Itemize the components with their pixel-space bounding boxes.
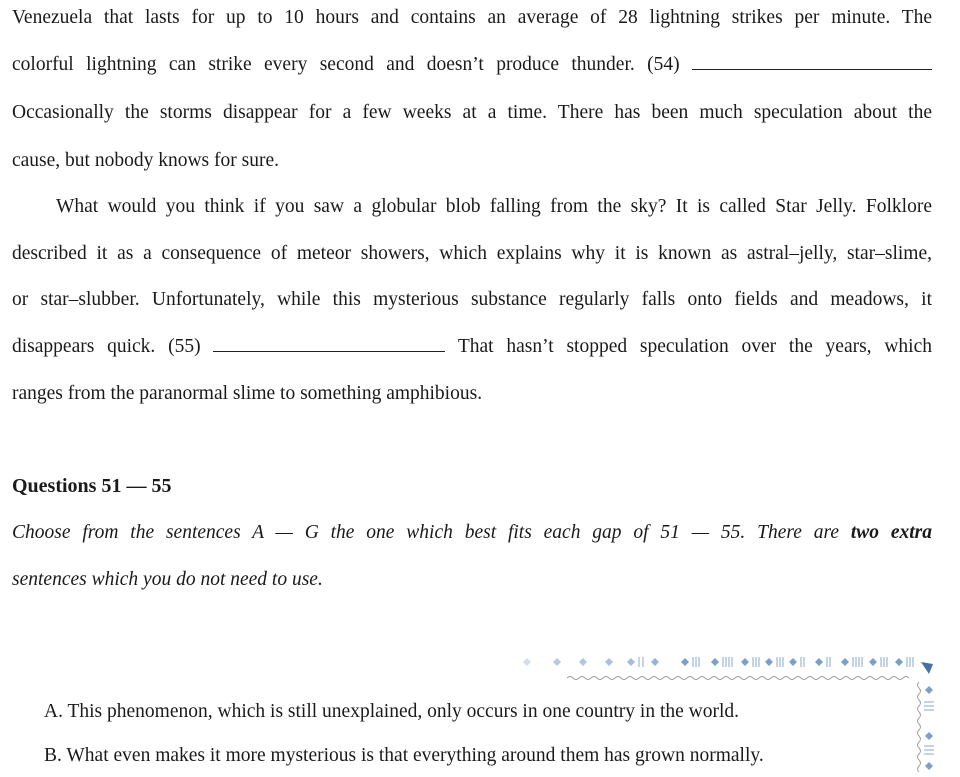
passage-line-text: colorful lightning can strike every second and doesn’t produce thunder.	[12, 54, 635, 75]
questions-heading: Questions 51 — 55	[12, 475, 172, 497]
instruction-text: Choose from the sentences A — G the one which best fits each gap of 51 — 55. There are	[12, 522, 839, 543]
passage-line: cause, but nobody knows for sure.	[12, 150, 279, 171]
passage-line: Occasionally the storms disappear for a few weeks at a time. There has been much speculation about the	[12, 102, 932, 123]
answer-blank-54[interactable]	[692, 55, 932, 70]
answer-blank-55[interactable]	[213, 337, 445, 352]
passage-line-text: disappears quick.	[12, 336, 156, 357]
side-diamonds	[925, 686, 933, 770]
passage-line: or star–slubber. Unfortunately, while this mysterious substance regularly falls onto fields and meadows, it	[12, 289, 932, 310]
passage-line-text: That hasn’t stopped speculation over the years, which	[457, 336, 932, 357]
passage-line-gap-54	[12, 52, 932, 78]
option-b: B. What even makes it more mysterious is that everything around them has grown normally.	[44, 745, 764, 766]
side-ticks	[924, 702, 934, 754]
passage-line-gap-55	[12, 334, 932, 360]
passage-line: What would you think if you saw a globular blob falling from the sky? It is called Star Jelly. Folklore	[56, 196, 932, 217]
option-a: A. This phenomenon, which is still unexplained, only occurs in one country in the world.	[44, 701, 740, 722]
passage-line: described it as a consequence of meteor showers, which explains why it is known as astral–jelly, star–slime,	[12, 243, 932, 264]
gap-label-54: (54)	[647, 54, 680, 75]
corner-arrow	[921, 662, 933, 674]
wavy-line	[567, 677, 909, 680]
instruction-line	[12, 520, 932, 546]
side-wavy-line	[918, 682, 921, 772]
instruction-emphasis: two extra	[850, 522, 933, 543]
instruction-line: sentences which you do not need to use.	[12, 569, 323, 590]
diamond-dots	[523, 658, 903, 666]
gap-label-55: (55)	[168, 336, 201, 357]
passage-line: Venezuela that lasts for up to 10 hours and contains an average of 28 lightning strikes per minute. The	[12, 7, 932, 28]
passage-line: ranges from the paranormal slime to something amphibious.	[12, 383, 483, 404]
